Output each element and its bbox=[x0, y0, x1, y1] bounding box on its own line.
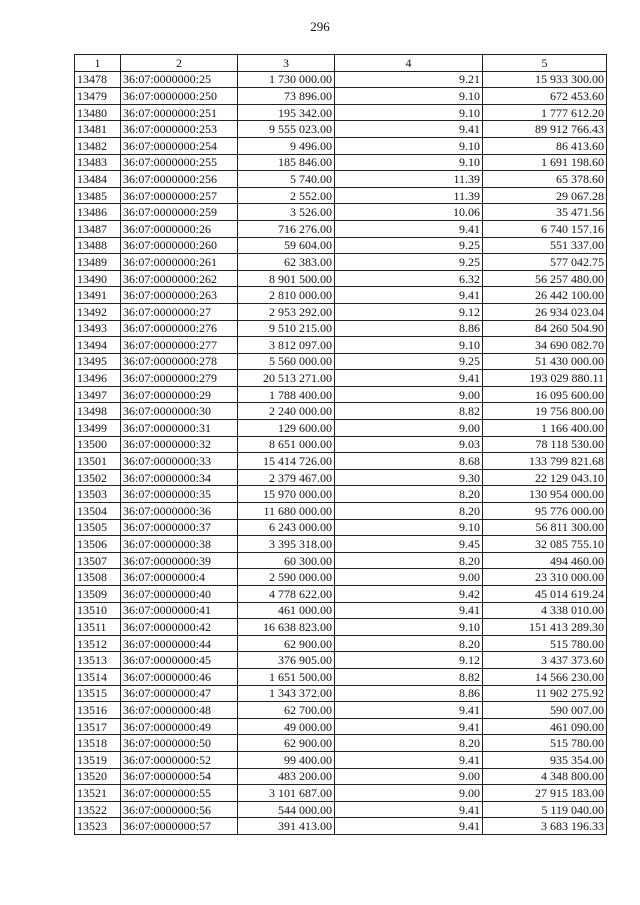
value-cell: 35 471.56 bbox=[483, 204, 607, 221]
area-cell: 3 395 318.00 bbox=[238, 536, 335, 553]
area-cell: 376 905.00 bbox=[238, 652, 335, 669]
row-index-cell: 13494 bbox=[75, 337, 121, 354]
cadastral-number-cell: 36:07:0000000:279 bbox=[121, 370, 238, 387]
table-row bbox=[75, 220, 607, 237]
value-cell: 1 777 612.20 bbox=[483, 104, 607, 121]
table-row bbox=[75, 254, 607, 271]
row-index-cell: 13505 bbox=[75, 519, 121, 536]
value-cell: 14 566 230.00 bbox=[483, 668, 607, 685]
row-index-cell: 13497 bbox=[75, 386, 121, 403]
row-index-cell: 13484 bbox=[75, 171, 121, 188]
value-cell: 23 310 000.00 bbox=[483, 569, 607, 586]
row-index-cell: 13489 bbox=[75, 254, 121, 271]
area-cell: 129 600.00 bbox=[238, 420, 335, 437]
data-table bbox=[74, 54, 607, 835]
row-index-cell: 13490 bbox=[75, 270, 121, 287]
rate-cell: 9.10 bbox=[335, 137, 483, 154]
rate-cell: 9.00 bbox=[335, 785, 483, 802]
cadastral-number-cell: 36:07:0000000:257 bbox=[121, 187, 238, 204]
value-cell: 56 257 480.00 bbox=[483, 270, 607, 287]
rate-cell: 11.39 bbox=[335, 171, 483, 188]
cadastral-number-cell: 36:07:0000000:47 bbox=[121, 685, 238, 702]
row-index-cell: 13487 bbox=[75, 220, 121, 237]
table-row bbox=[75, 503, 607, 520]
value-cell: 19 756 800.00 bbox=[483, 403, 607, 420]
cadastral-number-cell: 36:07:0000000:276 bbox=[121, 320, 238, 337]
value-cell: 56 811 300.00 bbox=[483, 519, 607, 536]
page-number: 296 bbox=[310, 19, 330, 34]
value-cell: 130 954 000.00 bbox=[483, 486, 607, 503]
value-cell: 26 934 023.04 bbox=[483, 303, 607, 320]
table-row bbox=[75, 635, 607, 652]
table-row bbox=[75, 652, 607, 669]
cadastral-number-cell: 36:07:0000000:33 bbox=[121, 453, 238, 470]
cadastral-number-cell: 36:07:0000000:31 bbox=[121, 420, 238, 437]
cadastral-number-cell: 36:07:0000000:37 bbox=[121, 519, 238, 536]
area-cell: 6 243 000.00 bbox=[238, 519, 335, 536]
table-row bbox=[75, 237, 607, 254]
cadastral-number-cell: 36:07:0000000:50 bbox=[121, 735, 238, 752]
rate-cell: 9.30 bbox=[335, 469, 483, 486]
area-cell: 49 000.00 bbox=[238, 718, 335, 735]
value-cell: 51 430 000.00 bbox=[483, 353, 607, 370]
table-row bbox=[75, 718, 607, 735]
rate-cell: 9.25 bbox=[335, 237, 483, 254]
cadastral-number-cell: 36:07:0000000:253 bbox=[121, 121, 238, 138]
table-row bbox=[75, 453, 607, 470]
cadastral-number-cell: 36:07:0000000:278 bbox=[121, 353, 238, 370]
rate-cell: 8.82 bbox=[335, 668, 483, 685]
cadastral-number-cell: 36:07:0000000:52 bbox=[121, 751, 238, 768]
column-header-3: 3 bbox=[238, 55, 335, 72]
area-cell: 5 740.00 bbox=[238, 171, 335, 188]
rate-cell: 8.82 bbox=[335, 403, 483, 420]
cadastral-number-cell: 36:07:0000000:40 bbox=[121, 586, 238, 603]
area-cell: 483 200.00 bbox=[238, 768, 335, 785]
cadastral-number-cell: 36:07:0000000:27 bbox=[121, 303, 238, 320]
rate-cell: 9.10 bbox=[335, 88, 483, 105]
value-cell: 4 338 010.00 bbox=[483, 602, 607, 619]
rate-cell: 9.00 bbox=[335, 768, 483, 785]
table-row bbox=[75, 751, 607, 768]
row-index-cell: 13514 bbox=[75, 668, 121, 685]
rate-cell: 9.10 bbox=[335, 104, 483, 121]
table-row bbox=[75, 586, 607, 603]
table-row bbox=[75, 702, 607, 719]
area-cell: 4 778 622.00 bbox=[238, 586, 335, 603]
rate-cell: 9.41 bbox=[335, 718, 483, 735]
row-index-cell: 13481 bbox=[75, 121, 121, 138]
value-cell: 15 933 300.00 bbox=[483, 71, 607, 88]
row-index-cell: 13493 bbox=[75, 320, 121, 337]
area-cell: 15 970 000.00 bbox=[238, 486, 335, 503]
table-body bbox=[75, 71, 607, 834]
rate-cell: 9.41 bbox=[335, 121, 483, 138]
area-cell: 2 379 467.00 bbox=[238, 469, 335, 486]
rate-cell: 8.86 bbox=[335, 320, 483, 337]
rate-cell: 9.10 bbox=[335, 519, 483, 536]
cadastral-number-cell: 36:07:0000000:56 bbox=[121, 801, 238, 818]
area-cell: 1 651 500.00 bbox=[238, 668, 335, 685]
cadastral-number-cell: 36:07:0000000:35 bbox=[121, 486, 238, 503]
table-row bbox=[75, 685, 607, 702]
rate-cell: 8.20 bbox=[335, 486, 483, 503]
cadastral-number-cell: 36:07:0000000:263 bbox=[121, 287, 238, 304]
area-cell: 716 276.00 bbox=[238, 220, 335, 237]
table-row bbox=[75, 768, 607, 785]
rate-cell: 8.20 bbox=[335, 503, 483, 520]
value-cell: 151 413 289.30 bbox=[483, 619, 607, 636]
row-index-cell: 13520 bbox=[75, 768, 121, 785]
row-index-cell: 13503 bbox=[75, 486, 121, 503]
table-row bbox=[75, 171, 607, 188]
rate-cell: 8.20 bbox=[335, 552, 483, 569]
value-cell: 3 437 373.60 bbox=[483, 652, 607, 669]
table-row bbox=[75, 436, 607, 453]
rate-cell: 9.25 bbox=[335, 254, 483, 271]
rate-cell: 11.39 bbox=[335, 187, 483, 204]
area-cell: 62 900.00 bbox=[238, 735, 335, 752]
rate-cell: 9.41 bbox=[335, 602, 483, 619]
row-index-cell: 13522 bbox=[75, 801, 121, 818]
table-row bbox=[75, 519, 607, 536]
row-index-cell: 13492 bbox=[75, 303, 121, 320]
table-row bbox=[75, 121, 607, 138]
area-cell: 544 000.00 bbox=[238, 801, 335, 818]
rate-cell: 9.10 bbox=[335, 619, 483, 636]
row-index-cell: 13495 bbox=[75, 353, 121, 370]
rate-cell: 9.41 bbox=[335, 702, 483, 719]
value-cell: 4 348 800.00 bbox=[483, 768, 607, 785]
table-row bbox=[75, 486, 607, 503]
cadastral-number-cell: 36:07:0000000:4 bbox=[121, 569, 238, 586]
area-cell: 15 414 726.00 bbox=[238, 453, 335, 470]
row-index-cell: 13517 bbox=[75, 718, 121, 735]
cadastral-number-cell: 36:07:0000000:256 bbox=[121, 171, 238, 188]
rate-cell: 9.10 bbox=[335, 337, 483, 354]
value-cell: 78 118 530.00 bbox=[483, 436, 607, 453]
cadastral-number-cell: 36:07:0000000:262 bbox=[121, 270, 238, 287]
row-index-cell: 13510 bbox=[75, 602, 121, 619]
area-cell: 11 680 000.00 bbox=[238, 503, 335, 520]
row-index-cell: 13513 bbox=[75, 652, 121, 669]
table-row bbox=[75, 270, 607, 287]
value-cell: 29 067.28 bbox=[483, 187, 607, 204]
area-cell: 1 730 000.00 bbox=[238, 71, 335, 88]
area-cell: 391 413.00 bbox=[238, 818, 335, 835]
area-cell: 185 846.00 bbox=[238, 154, 335, 171]
table-row bbox=[75, 569, 607, 586]
area-cell: 1 343 372.00 bbox=[238, 685, 335, 702]
rate-cell: 9.00 bbox=[335, 386, 483, 403]
row-index-cell: 13507 bbox=[75, 552, 121, 569]
area-cell: 73 896.00 bbox=[238, 88, 335, 105]
row-index-cell: 13478 bbox=[75, 71, 121, 88]
rate-cell: 9.41 bbox=[335, 220, 483, 237]
row-index-cell: 13509 bbox=[75, 586, 121, 603]
area-cell: 195 342.00 bbox=[238, 104, 335, 121]
row-index-cell: 13491 bbox=[75, 287, 121, 304]
table-row bbox=[75, 137, 607, 154]
value-cell: 935 354.00 bbox=[483, 751, 607, 768]
cadastral-number-cell: 36:07:0000000:54 bbox=[121, 768, 238, 785]
value-cell: 515 780.00 bbox=[483, 635, 607, 652]
rate-cell: 9.41 bbox=[335, 287, 483, 304]
column-header-4: 4 bbox=[335, 55, 483, 72]
row-index-cell: 13483 bbox=[75, 154, 121, 171]
row-index-cell: 13504 bbox=[75, 503, 121, 520]
area-cell: 1 788 400.00 bbox=[238, 386, 335, 403]
cadastral-number-cell: 36:07:0000000:259 bbox=[121, 204, 238, 221]
value-cell: 461 090.00 bbox=[483, 718, 607, 735]
cadastral-number-cell: 36:07:0000000:41 bbox=[121, 602, 238, 619]
cadastral-number-cell: 36:07:0000000:36 bbox=[121, 503, 238, 520]
table-row bbox=[75, 386, 607, 403]
table-row bbox=[75, 818, 607, 835]
row-index-cell: 13485 bbox=[75, 187, 121, 204]
cadastral-number-cell: 36:07:0000000:25 bbox=[121, 71, 238, 88]
value-cell: 193 029 880.11 bbox=[483, 370, 607, 387]
cadastral-number-cell: 36:07:0000000:48 bbox=[121, 702, 238, 719]
area-cell: 59 604.00 bbox=[238, 237, 335, 254]
value-cell: 65 378.60 bbox=[483, 171, 607, 188]
value-cell: 26 442 100.00 bbox=[483, 287, 607, 304]
area-cell: 60 300.00 bbox=[238, 552, 335, 569]
cadastral-number-cell: 36:07:0000000:39 bbox=[121, 552, 238, 569]
cadastral-number-cell: 36:07:0000000:250 bbox=[121, 88, 238, 105]
table-row bbox=[75, 187, 607, 204]
row-index-cell: 13502 bbox=[75, 469, 121, 486]
column-header-2: 2 bbox=[121, 55, 238, 72]
value-cell: 16 095 600.00 bbox=[483, 386, 607, 403]
rate-cell: 9.41 bbox=[335, 370, 483, 387]
value-cell: 95 776 000.00 bbox=[483, 503, 607, 520]
cadastral-number-cell: 36:07:0000000:45 bbox=[121, 652, 238, 669]
value-cell: 1 691 198.60 bbox=[483, 154, 607, 171]
cadastral-number-cell: 36:07:0000000:57 bbox=[121, 818, 238, 835]
value-cell: 133 799 821.68 bbox=[483, 453, 607, 470]
row-index-cell: 13518 bbox=[75, 735, 121, 752]
table-row bbox=[75, 88, 607, 105]
cadastral-number-cell: 36:07:0000000:49 bbox=[121, 718, 238, 735]
area-cell: 62 900.00 bbox=[238, 635, 335, 652]
rate-cell: 9.41 bbox=[335, 818, 483, 835]
row-index-cell: 13480 bbox=[75, 104, 121, 121]
rate-cell: 9.03 bbox=[335, 436, 483, 453]
cadastral-number-cell: 36:07:0000000:55 bbox=[121, 785, 238, 802]
row-index-cell: 13501 bbox=[75, 453, 121, 470]
row-index-cell: 13521 bbox=[75, 785, 121, 802]
row-index-cell: 13496 bbox=[75, 370, 121, 387]
table-row bbox=[75, 303, 607, 320]
value-cell: 672 453.60 bbox=[483, 88, 607, 105]
row-index-cell: 13512 bbox=[75, 635, 121, 652]
rate-cell: 9.41 bbox=[335, 751, 483, 768]
table-row bbox=[75, 154, 607, 171]
table-row bbox=[75, 403, 607, 420]
cadastral-number-cell: 36:07:0000000:277 bbox=[121, 337, 238, 354]
rate-cell: 9.12 bbox=[335, 303, 483, 320]
value-cell: 84 260 504.90 bbox=[483, 320, 607, 337]
table-row bbox=[75, 668, 607, 685]
area-cell: 8 901 500.00 bbox=[238, 270, 335, 287]
table-row bbox=[75, 420, 607, 437]
area-cell: 3 812 097.00 bbox=[238, 337, 335, 354]
value-cell: 86 413.60 bbox=[483, 137, 607, 154]
rate-cell: 9.21 bbox=[335, 71, 483, 88]
value-cell: 45 014 619.24 bbox=[483, 586, 607, 603]
value-cell: 6 740 157.16 bbox=[483, 220, 607, 237]
value-cell: 89 912 766.43 bbox=[483, 121, 607, 138]
area-cell: 3 526.00 bbox=[238, 204, 335, 221]
table-row bbox=[75, 287, 607, 304]
value-cell: 11 902 275.92 bbox=[483, 685, 607, 702]
row-index-cell: 13479 bbox=[75, 88, 121, 105]
table-row bbox=[75, 552, 607, 569]
cadastral-number-cell: 36:07:0000000:29 bbox=[121, 386, 238, 403]
cadastral-number-cell: 36:07:0000000:44 bbox=[121, 635, 238, 652]
rate-cell: 9.42 bbox=[335, 586, 483, 603]
area-cell: 2 953 292.00 bbox=[238, 303, 335, 320]
table-row bbox=[75, 104, 607, 121]
rate-cell: 9.12 bbox=[335, 652, 483, 669]
value-cell: 590 007.00 bbox=[483, 702, 607, 719]
table-row bbox=[75, 71, 607, 88]
table-row bbox=[75, 785, 607, 802]
row-index-cell: 13499 bbox=[75, 420, 121, 437]
rate-cell: 9.41 bbox=[335, 801, 483, 818]
area-cell: 62 383.00 bbox=[238, 254, 335, 271]
value-cell: 27 915 183.00 bbox=[483, 785, 607, 802]
row-index-cell: 13516 bbox=[75, 702, 121, 719]
cadastral-number-cell: 36:07:0000000:251 bbox=[121, 104, 238, 121]
cadastral-number-cell: 36:07:0000000:46 bbox=[121, 668, 238, 685]
value-cell: 22 129 043.10 bbox=[483, 469, 607, 486]
cadastral-number-cell: 36:07:0000000:34 bbox=[121, 469, 238, 486]
table-row bbox=[75, 337, 607, 354]
row-index-cell: 13511 bbox=[75, 619, 121, 636]
value-cell: 5 119 040.00 bbox=[483, 801, 607, 818]
row-index-cell: 13498 bbox=[75, 403, 121, 420]
row-index-cell: 13486 bbox=[75, 204, 121, 221]
area-cell: 8 651 000.00 bbox=[238, 436, 335, 453]
value-cell: 1 166 400.00 bbox=[483, 420, 607, 437]
cadastral-number-cell: 36:07:0000000:260 bbox=[121, 237, 238, 254]
cadastral-number-cell: 36:07:0000000:38 bbox=[121, 536, 238, 553]
rate-cell: 8.86 bbox=[335, 685, 483, 702]
table-row bbox=[75, 536, 607, 553]
area-cell: 99 400.00 bbox=[238, 751, 335, 768]
area-cell: 461 000.00 bbox=[238, 602, 335, 619]
row-index-cell: 13506 bbox=[75, 536, 121, 553]
row-index-cell: 13488 bbox=[75, 237, 121, 254]
value-cell: 577 042.75 bbox=[483, 254, 607, 271]
table-row bbox=[75, 801, 607, 818]
rate-cell: 8.20 bbox=[335, 735, 483, 752]
area-cell: 62 700.00 bbox=[238, 702, 335, 719]
table-row bbox=[75, 602, 607, 619]
area-cell: 3 101 687.00 bbox=[238, 785, 335, 802]
cadastral-number-cell: 36:07:0000000:255 bbox=[121, 154, 238, 171]
area-cell: 20 513 271.00 bbox=[238, 370, 335, 387]
column-header-1: 1 bbox=[75, 55, 121, 72]
area-cell: 9 496.00 bbox=[238, 137, 335, 154]
cadastral-number-cell: 36:07:0000000:261 bbox=[121, 254, 238, 271]
table-row bbox=[75, 735, 607, 752]
rate-cell: 9.10 bbox=[335, 154, 483, 171]
row-index-cell: 13500 bbox=[75, 436, 121, 453]
value-cell: 32 085 755.10 bbox=[483, 536, 607, 553]
row-index-cell: 13508 bbox=[75, 569, 121, 586]
rate-cell: 10.06 bbox=[335, 204, 483, 221]
row-index-cell: 13523 bbox=[75, 818, 121, 835]
area-cell: 2 240 000.00 bbox=[238, 403, 335, 420]
table-header-row bbox=[75, 55, 607, 72]
value-cell: 494 460.00 bbox=[483, 552, 607, 569]
area-cell: 9 555 023.00 bbox=[238, 121, 335, 138]
cadastral-number-cell: 36:07:0000000:254 bbox=[121, 137, 238, 154]
row-index-cell: 13519 bbox=[75, 751, 121, 768]
rate-cell: 8.68 bbox=[335, 453, 483, 470]
cadastral-number-cell: 36:07:0000000:32 bbox=[121, 436, 238, 453]
area-cell: 2 552.00 bbox=[238, 187, 335, 204]
cadastral-number-cell: 36:07:0000000:42 bbox=[121, 619, 238, 636]
column-header-5: 5 bbox=[483, 55, 607, 72]
value-cell: 34 690 082.70 bbox=[483, 337, 607, 354]
area-cell: 9 510 215.00 bbox=[238, 320, 335, 337]
area-cell: 16 638 823.00 bbox=[238, 619, 335, 636]
table-row bbox=[75, 320, 607, 337]
rate-cell: 8.20 bbox=[335, 635, 483, 652]
table-row bbox=[75, 619, 607, 636]
table-row bbox=[75, 204, 607, 221]
table-row bbox=[75, 370, 607, 387]
rate-cell: 6.32 bbox=[335, 270, 483, 287]
row-index-cell: 13515 bbox=[75, 685, 121, 702]
rate-cell: 9.25 bbox=[335, 353, 483, 370]
area-cell: 5 560 000.00 bbox=[238, 353, 335, 370]
row-index-cell: 13482 bbox=[75, 137, 121, 154]
cadastral-number-cell: 36:07:0000000:26 bbox=[121, 220, 238, 237]
rate-cell: 9.00 bbox=[335, 420, 483, 437]
value-cell: 515 780.00 bbox=[483, 735, 607, 752]
cadastral-number-cell: 36:07:0000000:30 bbox=[121, 403, 238, 420]
table-row bbox=[75, 469, 607, 486]
table-row bbox=[75, 353, 607, 370]
value-cell: 551 337.00 bbox=[483, 237, 607, 254]
rate-cell: 9.45 bbox=[335, 536, 483, 553]
value-cell: 3 683 196.33 bbox=[483, 818, 607, 835]
rate-cell: 9.00 bbox=[335, 569, 483, 586]
area-cell: 2 590 000.00 bbox=[238, 569, 335, 586]
area-cell: 2 810 000.00 bbox=[238, 287, 335, 304]
